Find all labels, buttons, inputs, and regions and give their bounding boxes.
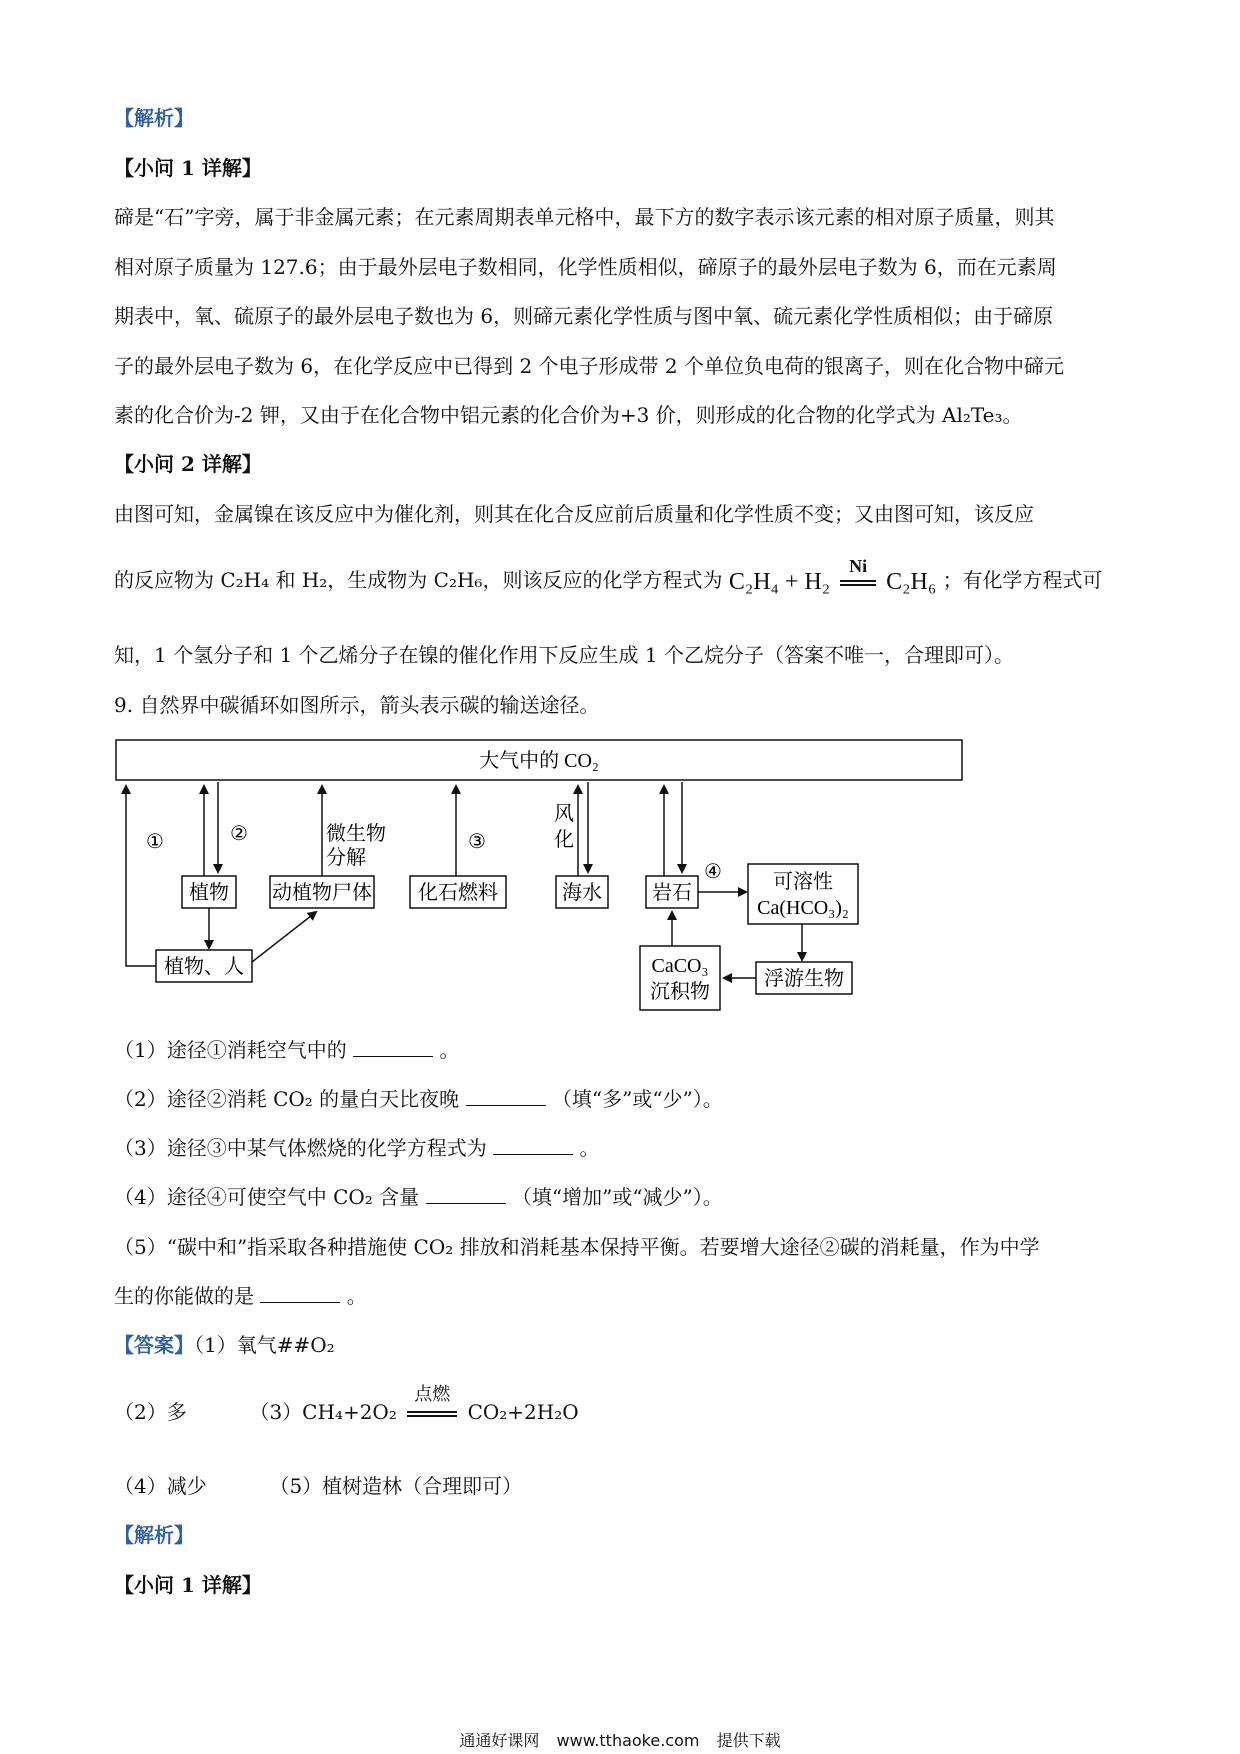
seawater-label: 海水 bbox=[562, 882, 602, 904]
sub-question-text: （4）途径④可使空气中 CO₂ 含量 bbox=[114, 1185, 420, 1209]
caco3-label-line2: 沉积物 bbox=[650, 981, 710, 1003]
microbe-label-line1: 微生物 bbox=[326, 823, 386, 845]
question-9-stem: 9. 自然界中碳循环如图所示，箭头表示碳的输送途径。 bbox=[114, 693, 600, 717]
equals-sign bbox=[407, 1411, 457, 1417]
sub-question-tail: 。 bbox=[579, 1136, 600, 1160]
chemical-equation bbox=[728, 555, 937, 596]
sub-question bbox=[114, 1134, 599, 1162]
answer-blank[interactable] bbox=[493, 1134, 573, 1155]
answer-line-3 bbox=[114, 1472, 522, 1500]
sub-question-2-detail-label: 【小问 2 详解】 bbox=[114, 452, 262, 476]
reaction-condition bbox=[840, 555, 876, 586]
equals-sign bbox=[840, 580, 876, 586]
corpse-label: 动植物尸体 bbox=[272, 882, 372, 904]
atmosphere-co2-label: 大气中的 CO₂ bbox=[479, 750, 599, 772]
answer-1: （1）氧气##O₂ bbox=[194, 1333, 335, 1357]
q2-paragraph-line: 知，1 个氢分子和 1 个乙烯分子在镍的催化作用下反应生成 1 个乙烷分子（答案不唯一，合理即可）。 bbox=[114, 643, 1014, 667]
footer-site-name: 通通好课网 bbox=[459, 1731, 540, 1750]
answer-line-1 bbox=[114, 1331, 335, 1359]
fossil-fuel-label: 化石燃料 bbox=[418, 882, 498, 904]
answer-label: 【答案】 bbox=[114, 1333, 194, 1357]
plankton-label: 浮游生物 bbox=[764, 968, 844, 990]
equation-products: C₂H₆ bbox=[886, 568, 937, 595]
sub-question-text: 生的你能做的是 bbox=[114, 1284, 254, 1308]
page-footer bbox=[0, 1728, 1240, 1751]
answer-3-reactants: （3）CH₄+2O₂ bbox=[249, 1400, 397, 1424]
q1-paragraph-line: 相对原子质量为 127.6；由于最外层电子数相同，化学性质相似，碲原子的最外层电子数为 6，而在元素周 bbox=[114, 255, 1057, 279]
soluble-label-line2: Ca(HCO₃)₂ bbox=[757, 897, 849, 919]
analysis-label: 【解析】 bbox=[114, 106, 194, 130]
sub-question-tail: 。 bbox=[439, 1038, 460, 1062]
answer-4: （4）减少 bbox=[114, 1474, 207, 1498]
sub-question-1-detail-label: 【小问 1 详解】 bbox=[114, 156, 262, 180]
q2-line-text-tail: ；有化学方程式可 bbox=[942, 568, 1103, 592]
answer-blank[interactable] bbox=[466, 1085, 546, 1106]
sub-question-1-detail-label-2: 【小问 1 详解】 bbox=[114, 1573, 262, 1597]
q1-paragraph-line: 子的最外层电子数为 6，在化学反应中已得到 2 个电子形成带 2 个单位负电荷的银离子，则在化合物中碲元 bbox=[114, 354, 1064, 378]
weathering-label-line1: 风 bbox=[554, 803, 574, 825]
answer-5: （5）植树造林（合理即可） bbox=[269, 1474, 523, 1498]
q2-line-text: 的反应物为 C₂H₄ 和 H₂，生成物为 C₂H₆，则该反应的化学方程式为 bbox=[114, 568, 723, 592]
sub-question-tail: （填“增加”或“减少”）。 bbox=[511, 1185, 723, 1209]
q1-paragraph-line: 碲是“石”字旁，属于非金属元素；在元素周期表单元格中，最下方的数字表示该元素的相对原子质量，则其 bbox=[114, 205, 1055, 229]
soluble-label-line1: 可溶性 bbox=[773, 871, 833, 893]
sub-question-5-line1: （5）“碳中和”指采取各种措施使 CO₂ 排放和消耗基本保持平衡。若要增大途径②碳的消耗量，作为中学 bbox=[114, 1235, 1040, 1259]
sub-question bbox=[114, 1036, 459, 1064]
human-to-corpse-arrow bbox=[252, 912, 316, 962]
analysis-label-2: 【解析】 bbox=[114, 1523, 194, 1547]
plant-human-label: 植物、人 bbox=[164, 956, 244, 978]
answer-3-products: CO₂+2H₂O bbox=[467, 1400, 579, 1424]
equation-reactants: C₂H₄ + H₂ bbox=[728, 568, 831, 595]
answer-line-2 bbox=[114, 1383, 579, 1426]
catalyst-label: Ni bbox=[849, 555, 868, 576]
carbon-cycle-diagram bbox=[112, 736, 972, 1016]
answer-2: （2）多 bbox=[114, 1400, 187, 1424]
sub-question-text: （2）途径②消耗 CO₂ 的量白天比夜晚 bbox=[114, 1087, 460, 1111]
sub-question bbox=[114, 1085, 723, 1113]
answer-blank[interactable] bbox=[260, 1282, 340, 1303]
sub-question-text: （3）途径③中某气体燃烧的化学方程式为 bbox=[114, 1136, 487, 1160]
plant-label: 植物 bbox=[189, 882, 229, 904]
q1-paragraph-line: 素的化合价为-2 钾，又由于在化合物中铝元素的化合价为+3 价，则形成的化合物的化学式为 Al₂Te₃。 bbox=[114, 403, 1023, 427]
sub-question-tail: 。 bbox=[346, 1284, 367, 1308]
weathering-label-line2: 化 bbox=[554, 829, 574, 851]
sub-question bbox=[114, 1183, 723, 1211]
path-3-label: ③ bbox=[468, 831, 486, 853]
answer-blank[interactable] bbox=[426, 1183, 506, 1204]
footer-url[interactable]: www.tthaoke.com bbox=[556, 1731, 700, 1750]
answer-blank[interactable] bbox=[353, 1036, 433, 1057]
caco3-label-line1: CaCO₃ bbox=[651, 955, 709, 977]
footer-tail: 提供下载 bbox=[716, 1731, 781, 1750]
sub-question-text: （1）途径①消耗空气中的 bbox=[114, 1038, 347, 1062]
path-1-label: ① bbox=[146, 831, 164, 853]
ignite-label: 点燃 bbox=[414, 1383, 451, 1405]
sub-question bbox=[114, 1282, 367, 1310]
q1-paragraph-line: 期表中，氧、硫原子的最外层电子数也为 6，则碲元素化学性质与图中氧、硫元素化学性质相似；由于碲原 bbox=[114, 304, 1054, 328]
path-1-arrow bbox=[126, 786, 156, 966]
sub-question-tail: （填“多”或“少”）。 bbox=[551, 1087, 723, 1111]
q2-equation-line bbox=[114, 555, 1103, 596]
combustion-condition bbox=[407, 1383, 457, 1417]
microbe-label-line2: 分解 bbox=[326, 847, 366, 869]
q2-paragraph-line: 由图可知，金属镍在该反应中为催化剂，则其在化合反应前后质量和化学性质不变；又由图可知，该反应 bbox=[114, 502, 1034, 526]
path-2-label: ② bbox=[230, 823, 248, 845]
rock-label: 岩石 bbox=[652, 882, 692, 904]
path-4-label: ④ bbox=[704, 861, 722, 883]
